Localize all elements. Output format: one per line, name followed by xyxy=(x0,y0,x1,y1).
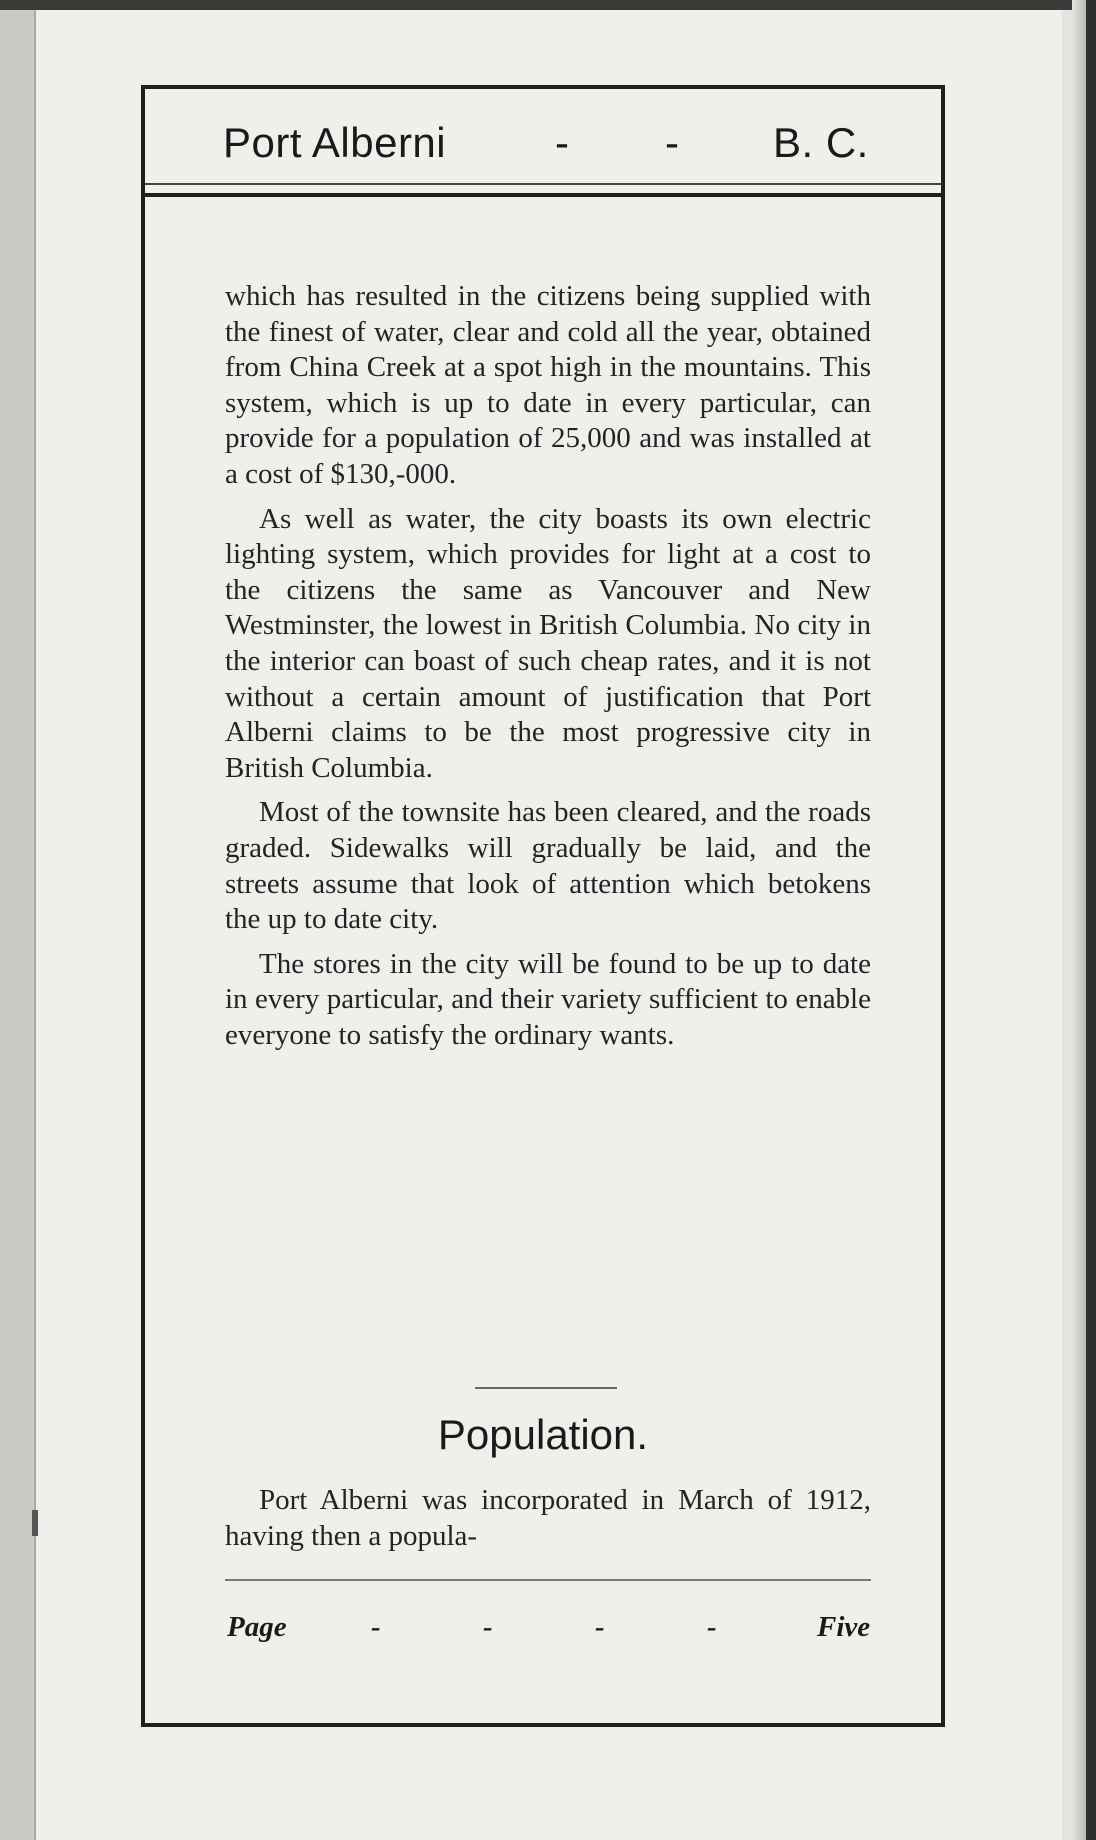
paragraph: which has resulted in the citizens being supplied with the finest of water, clear and cold all the year, obtained from China Creek at a spot high in the mountains. This system, which is up to date in every particular, can provide for a population of 25,000 and was installed at a cost of $130,-000. xyxy=(225,280,871,490)
scan-right-edge xyxy=(1086,0,1096,1840)
footer-page-label: Page xyxy=(227,1611,287,1643)
footer-dash: - xyxy=(595,1611,605,1643)
scan-top-edge xyxy=(0,0,1096,10)
paragraph: Port Alberni was incorporated in March of 1912, having then a popula- xyxy=(225,1484,871,1552)
running-header xyxy=(145,89,941,197)
body-text xyxy=(225,279,871,1062)
section-heading: Population. xyxy=(437,1411,649,1458)
header-dash: - xyxy=(555,119,570,166)
header-rule xyxy=(145,183,941,185)
header-dash: - xyxy=(665,119,680,166)
header-title: Port Alberni xyxy=(223,119,447,166)
footer-dash: - xyxy=(707,1611,717,1643)
margin-mark xyxy=(32,1510,38,1536)
paragraph: The stores in the city will be found to be up to date in every particular, and their variety sufficient to enable everyone to satisfy the ordinary wants. xyxy=(225,947,871,1051)
section-body xyxy=(225,1483,871,1554)
footer-dash: - xyxy=(371,1611,381,1643)
paragraph: Most of the townsite has been cleared, and the roads graded. Sidewalks will gradually be laid, and the streets assume that look of attention which betokens the up to date city. xyxy=(225,796,871,936)
page-border-frame xyxy=(141,85,945,1727)
section-divider xyxy=(475,1387,617,1389)
paragraph: As well as water, the city boasts its own electric lighting system, which provides for light at a cost to the citizens the same as Vancouver and New Westminster, the lowest in British Columbia. No city in the interior can boast of such cheap rates, and it is not without a certain amount of justification that Port Alberni claims to be the most progressive city in British Columbia. xyxy=(225,502,871,784)
footer-rule xyxy=(225,1579,871,1581)
header-province: B. C. xyxy=(773,119,869,166)
page-gutter-shadow xyxy=(1072,0,1086,1840)
footer-page-number: Five xyxy=(817,1611,871,1643)
facing-page-edge xyxy=(0,10,36,1840)
footer-dash: - xyxy=(483,1611,493,1643)
